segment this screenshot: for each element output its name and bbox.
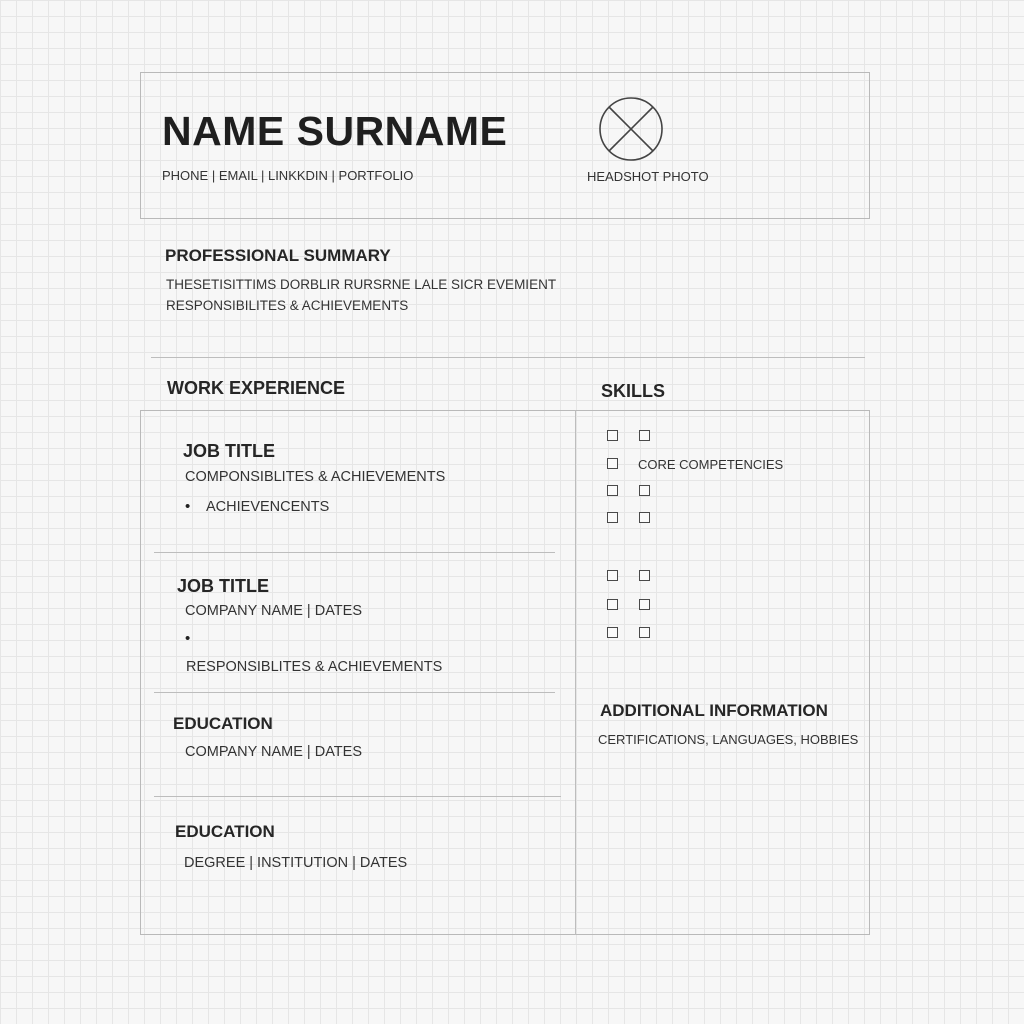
job-1-line: COMPONSIBLITES & ACHIEVEMENTS <box>185 469 446 485</box>
summary-line-2: RESPONSIBILITES & ACHIEVEMENTS <box>166 298 409 313</box>
additional-information-heading: ADDITIONAL INFORMATION <box>600 701 828 720</box>
education-2-line: DEGREE | INSTITUTION | DATES <box>184 855 408 871</box>
education-2-heading: EDUCATION <box>175 822 275 841</box>
job-1-title: JOB TITLE <box>183 441 276 461</box>
candidate-name: NAME SURNAME <box>162 108 508 154</box>
job-1-bullet-text: ACHIEVENCENTS <box>206 499 330 515</box>
job-divider-2 <box>154 692 555 693</box>
education-1-line: COMPANY NAME | DATES <box>185 744 362 760</box>
work-experience-heading: WORK EXPERIENCE <box>167 378 346 398</box>
education-divider <box>154 796 561 797</box>
headshot-photo-placeholder-icon <box>597 95 665 163</box>
skill-checkbox[interactable] <box>639 570 650 581</box>
skill-checkbox[interactable] <box>639 430 650 441</box>
job-1-bullet-dot: • <box>185 498 191 515</box>
skill-checkbox[interactable] <box>607 599 618 610</box>
professional-summary-heading: PROFESSIONAL SUMMARY <box>165 246 391 265</box>
skill-checkbox[interactable] <box>607 430 618 441</box>
skill-checkbox[interactable] <box>607 570 618 581</box>
contact-line: PHONE | EMAIL | LINKKDIN | PORTFOLIO <box>162 168 414 183</box>
skill-checkbox[interactable] <box>639 599 650 610</box>
skill-checkbox[interactable] <box>607 485 618 496</box>
education-1-heading: EDUCATION <box>173 714 273 733</box>
additional-information-line: CERTIFICATIONS, LANGUAGES, HOBBIES <box>598 732 859 747</box>
job-divider-1 <box>154 552 555 553</box>
skills-heading: SKILLS <box>601 381 666 401</box>
skill-checkbox[interactable] <box>607 627 618 638</box>
section-divider <box>151 357 865 358</box>
skill-checkbox[interactable] <box>607 458 618 469</box>
job-2-bullet-dot: • <box>185 630 191 647</box>
job-2-bullet-text: RESPONSIBLITES & ACHIEVEMENTS <box>186 659 443 675</box>
job-2-title: JOB TITLE <box>177 576 270 596</box>
core-competencies-label: CORE COMPETENCIES <box>638 457 784 472</box>
headshot-photo-label: HEADSHOT PHOTO <box>587 169 709 184</box>
column-divider <box>575 410 576 935</box>
skill-checkbox[interactable] <box>639 485 650 496</box>
job-2-line: COMPANY NAME | DATES <box>185 603 362 619</box>
skill-checkbox[interactable] <box>639 512 650 523</box>
skill-checkbox[interactable] <box>607 512 618 523</box>
skill-checkbox[interactable] <box>639 627 650 638</box>
summary-line-1: THESETISITTIMS DORBLIR RURSRNE LALE SICR EVEMIENT <box>166 277 557 292</box>
